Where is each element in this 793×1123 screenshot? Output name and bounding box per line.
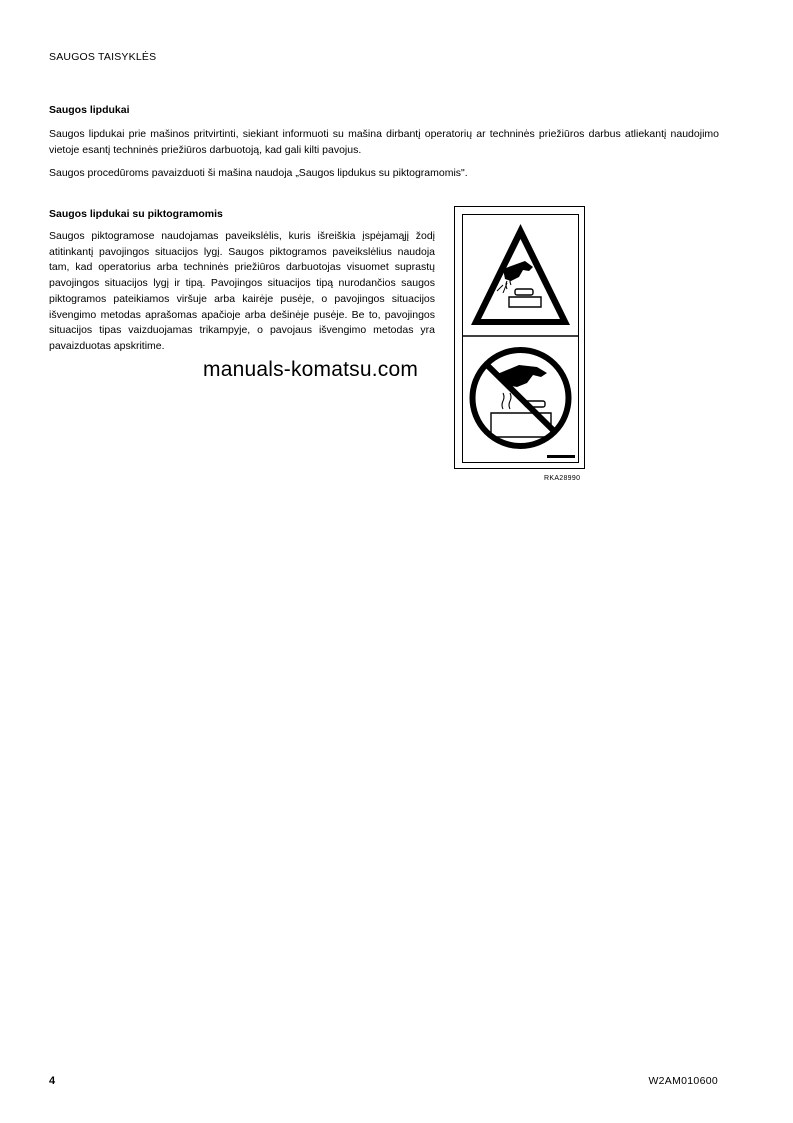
safety-label-figure (454, 206, 585, 469)
paragraph-pictogram-description: Saugos piktogramose naudojamas paveikslėlis, kuris išreiškia įspėjamąjį žodį atitinkantį pavojingos situacijos lygį. Saugos piktogramos paveikslėlius naudoja tam, kad operatorius arba techninės priežiūros darbuotojas visuomet suprastų pavojingos situacijos lygį ir tipą. Pavojingos situacijos tipą nurodančios saugos piktogramos pateikiamos viršuje arba kairėje pusėje, o pavojingos situacijos išvengimo metodas aprašomas apačioje arba dešinėje pusėje. Be to, pavojingos situacijos tipas vaizduojamas trikampyje, o pavojaus išvengimo metodas yra pavaizduotas apskritime. (49, 230, 435, 352)
figure-caption: RKA28990 (544, 475, 581, 482)
watermark-text: manuals-komatsu.com (203, 358, 419, 381)
warning-triangle-hot-surface-icon (471, 224, 570, 325)
prohibition-circle-do-not-touch-icon (473, 350, 569, 446)
section-heading-safety-labels: Saugos lipdukai (49, 104, 130, 116)
safety-label-frame (462, 214, 579, 463)
paragraph-safety-labels: Saugos lipdukai prie mašinos pritvirtinti, siekiant informuoti su mašina dirbantį operatorių ar techninės priežiūros darbus atliekantį naudojimo vietoje esantį techninės priežiūros darbuotoją, kad gali kilti pavojus. (49, 128, 719, 156)
paragraph-pictogram-usage: Saugos procedūroms pavaizduoti ši mašina naudoja „Saugos lipdukus su piktogramomis". (49, 167, 468, 179)
document-code: W2AM010600 (648, 1075, 718, 1087)
page-header: SAUGOS TAISYKLĖS (49, 51, 157, 63)
page-number: 4 (49, 1075, 56, 1087)
section-heading-pictogram-labels: Saugos lipdukai su piktogramomis (49, 208, 223, 220)
